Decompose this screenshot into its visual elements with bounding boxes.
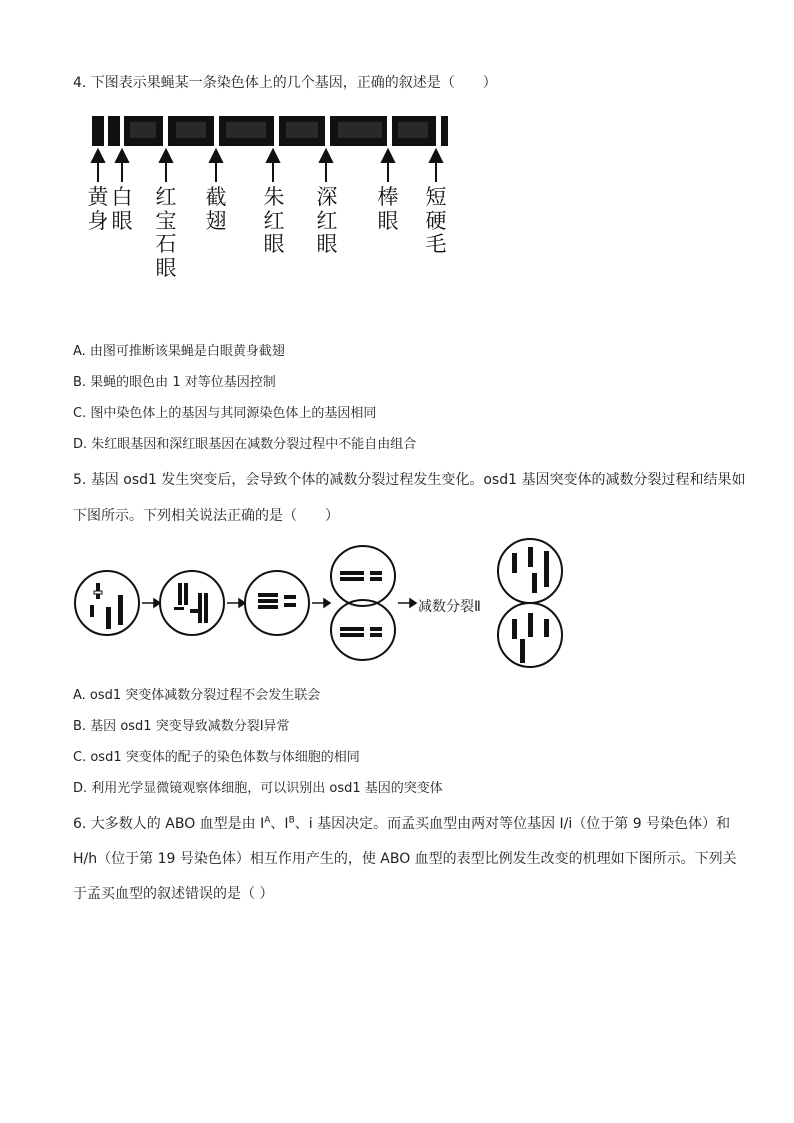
gene-label: 朱 红 眼 — [263, 185, 285, 256]
q5-stem-line2: 下图所示。下列相关说法正确的是（ ） — [73, 508, 339, 524]
arrow-vermilion-eye — [267, 150, 279, 182]
arrow-deep-red-eye — [320, 150, 332, 182]
meiosis-ii-label: 减数分裂Ⅱ — [418, 599, 481, 615]
gene-label: 深 红 眼 — [316, 185, 338, 256]
q4-option-d: D. 朱红眼基因和深红眼基因在减数分裂过程中不能自由组合 — [73, 437, 417, 452]
gene-label: 白 眼 — [111, 185, 133, 233]
arrow-short-bristle — [430, 150, 442, 182]
q6-line3: 于孟买血型的叙述错误的是（ ） — [73, 886, 274, 902]
q4-stem: 4. 下图表示果蝇某一条染色体上的几个基因，正确的叙述是（ ） — [73, 75, 497, 91]
gene-label: 黄 身 — [87, 185, 109, 233]
arrow-yellow-body — [92, 150, 104, 182]
cell-2 — [160, 571, 224, 635]
q6-line1: 6. 大多数人的 ABO 血型是由 $I^A$、$I^B$、i 基因决定。而孟买血型由两对等位基因 I/i（位于第 9 号染色体）和 — [73, 815, 731, 832]
arrow-4 — [398, 599, 416, 607]
arrow-ruby-eye — [160, 150, 172, 182]
arrow-1 — [142, 599, 160, 607]
arrow-2 — [227, 599, 245, 607]
chromosome-figure — [80, 108, 460, 188]
q5-option-a: A. osd1 突变体减数分裂过程不会发生联会 — [73, 688, 321, 703]
q4-option-b: B. 果蝇的眼色由 1 对等位基因控制 — [73, 375, 276, 390]
arrow-cut-wing — [210, 150, 222, 182]
q4-option-a: A. 由图可推断该果蝇是白眼黄身截翅 — [73, 344, 285, 359]
gene-label: 短 硬 毛 — [425, 185, 447, 256]
q4-option-c: C. 图中染色体上的基因与其同源染色体上的基因相同 — [73, 406, 377, 421]
gene-label: 棒 眼 — [377, 185, 399, 233]
q6-line2: H/h（位于第 19 号染色体）相互作用产生的，使 ABO 血型的表型比例发生改变的机理如下图所示。下列关 — [73, 851, 737, 867]
gene-label: 红 宝 石 眼 — [155, 185, 177, 280]
arrow-3 — [312, 599, 330, 607]
q5-option-d: D. 利用光学显微镜观察体细胞，可以识别出 osd1 基因的突变体 — [73, 781, 443, 796]
arrow-white-eye — [116, 150, 128, 182]
arrow-bar-eye — [382, 150, 394, 182]
q5-stem-line1: 5. 基因 osd1 发生突变后，会导致个体的减数分裂过程发生变化。osd1 基因突变体的减数分裂过程和结果如 — [73, 472, 746, 488]
meiosis-figure — [70, 533, 570, 673]
gene-label: 截 翅 — [205, 185, 227, 233]
q5-option-c: C. osd1 突变体的配子的染色体数与体细胞的相同 — [73, 750, 360, 765]
q5-option-b: B. 基因 osd1 突变导致减数分裂Ⅰ异常 — [73, 719, 290, 734]
